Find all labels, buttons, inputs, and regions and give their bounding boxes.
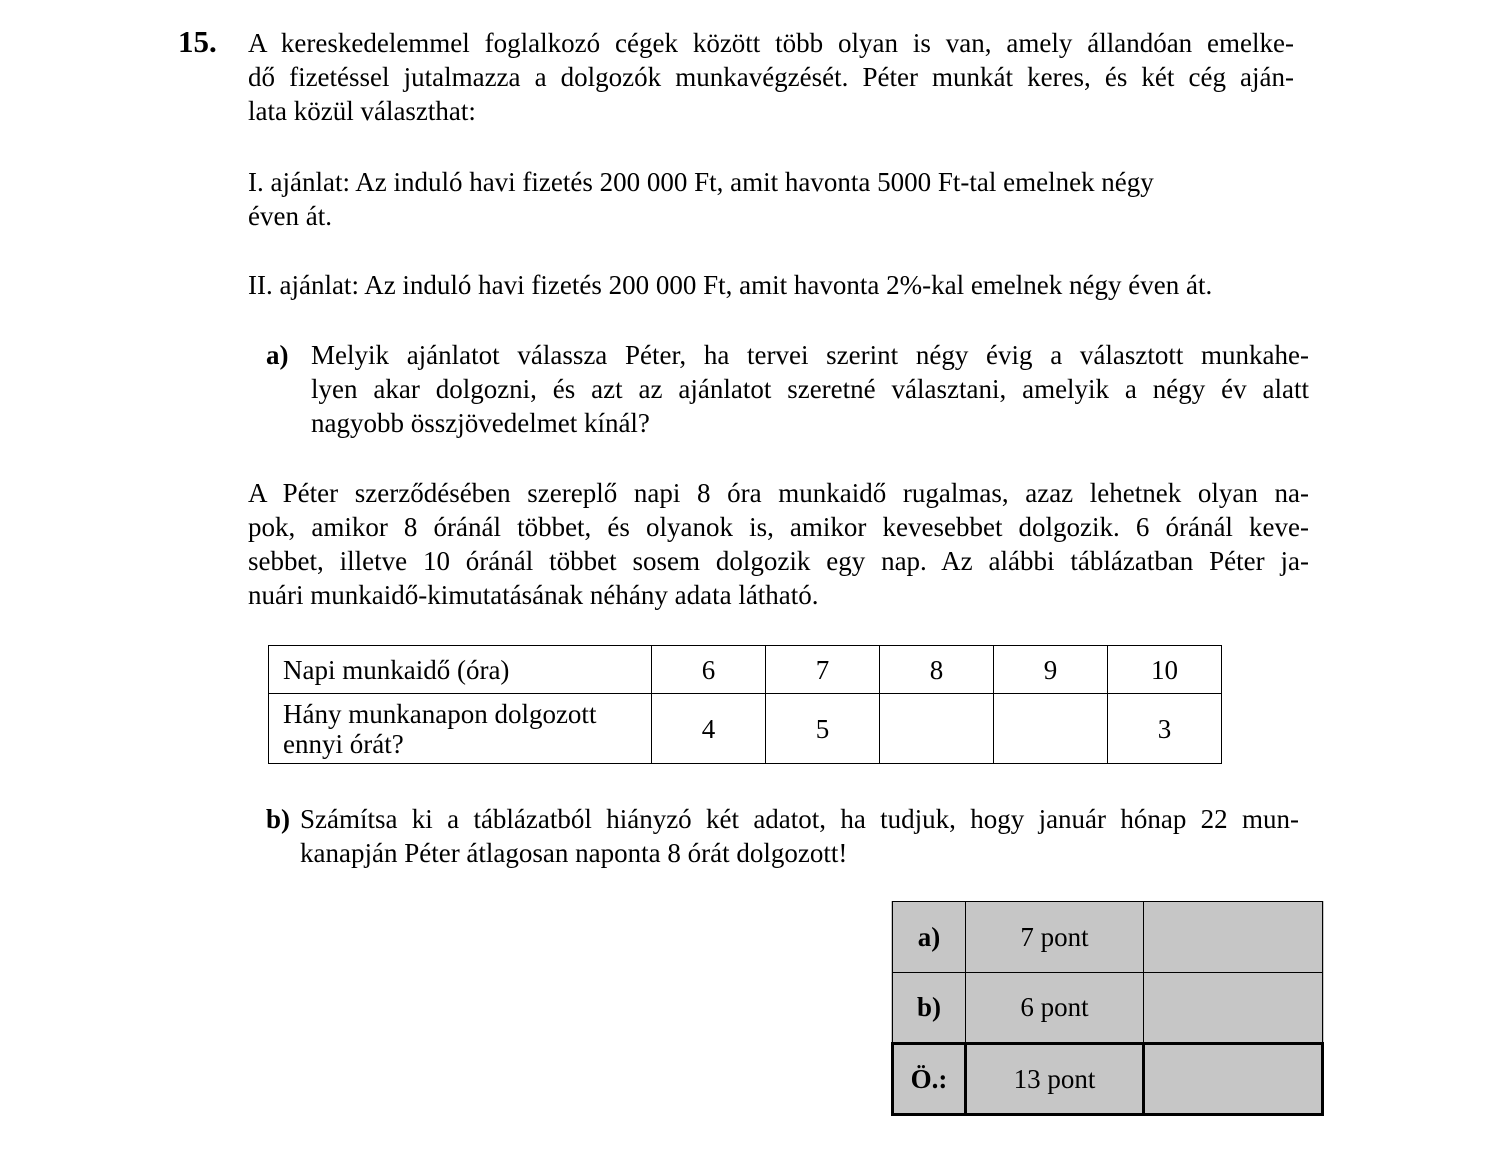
offer-2-line: II. ajánlat: Az induló havi fizetés 200 000 Ft, amit havonta 2%-kal emelnek négy éven át. <box>248 270 1213 300</box>
paragraph-line-3: sebbet, illetve 10 óránál többet sosem dolgozik egy nap. Az alábbi táblázatban Péter ja- <box>248 546 1309 576</box>
paragraph-line-4: nuári munkaidő-kimutatásának néhány adata látható. <box>248 580 819 610</box>
intro-line-3: lata közül választhat: <box>248 96 476 126</box>
table-row-hours <box>269 646 1222 694</box>
paragraph-line-1: A Péter szerződésében szereplő napi 8 óra munkaidő rugalmas, azaz lehetnek olyan na- <box>248 478 1309 508</box>
hours-cell: 7 <box>766 646 880 694</box>
intro-line-2: dő fizetéssel jutalmazza a dolgozók munkavégzését. Péter munkát keres, és két cég aján- <box>248 62 1294 92</box>
score-row-total <box>893 1044 1323 1115</box>
days-cell-empty <box>880 694 994 764</box>
score-label: a) <box>893 902 966 973</box>
problem-number: 15. <box>178 24 217 59</box>
days-cell-empty <box>994 694 1108 764</box>
part-a-label: a) <box>266 340 289 370</box>
hours-cell: 6 <box>652 646 766 694</box>
row-header-days-line-1: Hány munkanapon dolgozott <box>283 698 597 729</box>
score-earned-field <box>1144 973 1323 1044</box>
row-header-days <box>269 694 652 764</box>
score-points: 7 pont <box>966 902 1144 973</box>
score-row <box>893 902 1323 973</box>
part-b-line-1: Számítsa ki a táblázatból hiányzó két adatot, ha tudjuk, hogy január hónap 22 mun- <box>300 804 1299 834</box>
score-table <box>891 901 1324 1116</box>
score-label: Ö.: <box>893 1044 966 1115</box>
score-points: 6 pont <box>966 973 1144 1044</box>
hours-cell: 8 <box>880 646 994 694</box>
days-cell: 5 <box>766 694 880 764</box>
paragraph-line-2: pok, amikor 8 óránál többet, és olyanok is, amikor kevesebbet dolgozik. 6 óránál keve- <box>248 512 1309 542</box>
score-earned-field <box>1144 902 1323 973</box>
table-row-days <box>269 694 1222 764</box>
part-b-label: b) <box>266 804 291 834</box>
part-b-line-2: kanapján Péter átlagosan naponta 8 órát dolgozott! <box>300 838 848 868</box>
hours-cell: 10 <box>1108 646 1222 694</box>
work-hours-table <box>268 645 1222 764</box>
intro-line-1: A kereskedelemmel foglalkozó cégek között több olyan is van, amely állandóan emelke- <box>248 28 1294 58</box>
days-cell: 4 <box>652 694 766 764</box>
part-a-line-2: lyen akar dolgozni, és azt az ajánlatot szeretné választani, amelyik a négy év alatt <box>311 374 1309 404</box>
score-earned-field <box>1144 1044 1323 1115</box>
score-row <box>893 973 1323 1044</box>
part-a-line-3: nagyobb összjövedelmet kínál? <box>311 408 650 438</box>
part-a-line-1: Melyik ajánlatot válassza Péter, ha tervei szerint négy évig a választott munkahe- <box>311 340 1309 370</box>
score-points: 13 pont <box>966 1044 1144 1115</box>
row-header-hours: Napi munkaidő (óra) <box>269 646 652 694</box>
score-label: b) <box>893 973 966 1044</box>
offer-1-line-1: I. ajánlat: Az induló havi fizetés 200 000 Ft, amit havonta 5000 Ft-tal emelnek négy <box>248 167 1154 197</box>
days-cell: 3 <box>1108 694 1222 764</box>
row-header-days-line-2: ennyi órát? <box>283 728 404 759</box>
hours-cell: 9 <box>994 646 1108 694</box>
offer-1-line-2: éven át. <box>248 201 332 231</box>
